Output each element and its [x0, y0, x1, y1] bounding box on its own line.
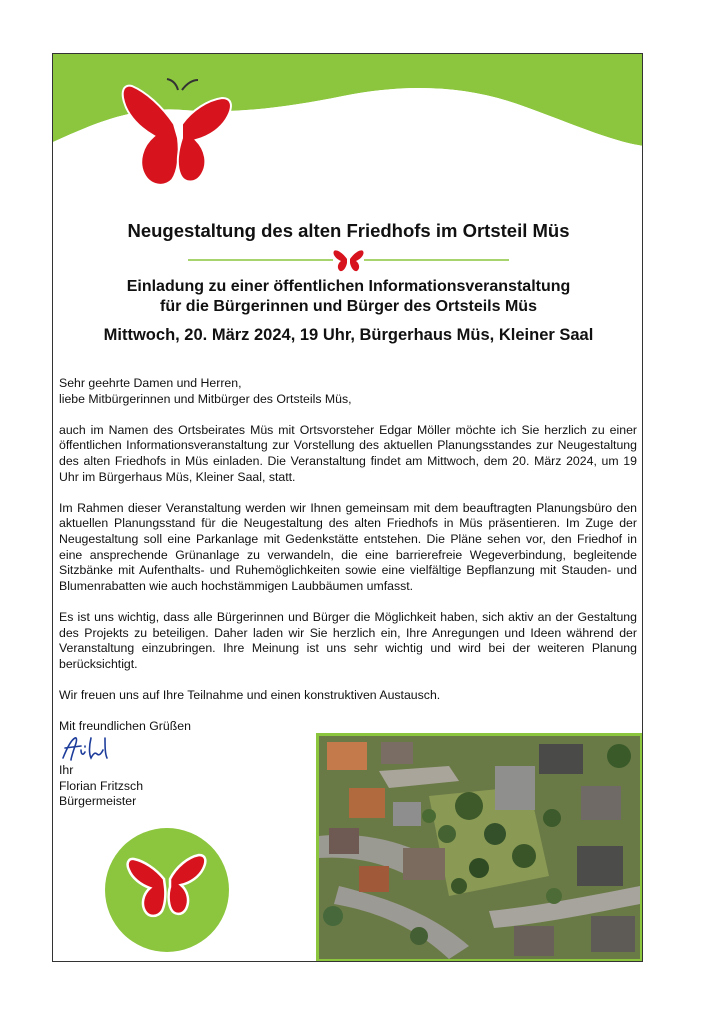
salutation-line-1: Sehr geehrte Damen und Herren,: [59, 376, 242, 390]
signatory-role: Bürgermeister: [59, 794, 137, 809]
signature-ihr: Ihr: [59, 763, 74, 777]
butterfly-circle-logo: [104, 827, 230, 953]
salutation-line-2: liebe Mitbürgerinnen und Mitbürger des Ortsteils Müs,: [59, 391, 352, 406]
paragraph-2: Im Rahmen dieser Veranstaltung werden wir Ihnen gemeinsam mit dem beauftragten Planungsbüro den aktuellen Planungsstand für die Neugestaltung des alten Friedhofs in Müs präsentieren. Im Zuge der Neugestaltung soll eine Parkanlage mit Gedenkstätte entstehen. Die Pläne sehen vor, den Friedhof in eine ansprechende Grünanlage zu verwandeln, die eine barrierefreie Wegeverbindung, begleitende Sitzbänke mit Aufenthalts- und Ruhemöglichkeiten sowie eine vielfältige Bepflanzung mit Stauden- und Blumenrabatten wie auch hochstämmigen Laubbäumen umfasst.: [59, 500, 637, 593]
butterfly-logo-icon: [118, 76, 233, 201]
letter-body: [59, 376, 637, 735]
aerial-photo: [316, 733, 643, 962]
signature-block: [59, 763, 143, 810]
handwritten-signature: [59, 732, 149, 766]
paragraph-4: Wir freuen uns auf Ihre Teilnahme und einen konstruktiven Austausch.: [59, 687, 441, 702]
event-date-line: Mittwoch, 20. März 2024, 19 Uhr, Bürgerhaus Müs, Kleiner Saal: [103, 326, 594, 344]
closing-line: Mit freundlichen Grüßen: [59, 719, 191, 734]
subtitle-line-2: für die Bürgerinnen und Bürger des Ortsteils Müs: [160, 298, 537, 315]
subtitle-line-1: Einladung zu einer öffentlichen Informationsveranstaltung: [126, 278, 571, 295]
paragraph-1: auch im Namen des Ortsbeirates Müs mit Ortsvorsteher Edgar Möller möchte ich Sie herzlich zu einer öffentlichen Informationsveranstaltung zur Vorstellung des aktuellen Planungsstandes zur Neugestaltung des alten Friedhofs in Müs einladen. Die Veranstaltung findet am Mittwoch, dem 20. März 2024, um 19 Uhr im Bürgerhaus Müs, Kleiner Saal, statt.: [59, 422, 637, 484]
invitation-subtitle: [53, 277, 643, 317]
letter-page: [52, 53, 643, 962]
aerial-photo-image: [319, 736, 640, 959]
page-title: Neugestaltung des alten Friedhofs im Ortsteil Müs: [127, 220, 570, 241]
signatory-name: Florian Fritzsch: [59, 778, 144, 793]
paragraph-3: Es ist uns wichtig, dass alle Bürgerinnen und Bürger die Möglichkeit haben, sich aktiv an der Gestaltung des Projekts zu beteiligen. Daher laden wir Sie herzlich ein, Ihre Anregungen und Ideen während der Veranstaltung einzubringen. Ihre Meinung ist uns sehr wichtig und wird bei der weiteren Planung berücksichtigt.: [59, 609, 637, 671]
butterfly-divider-icon: [188, 247, 509, 273]
